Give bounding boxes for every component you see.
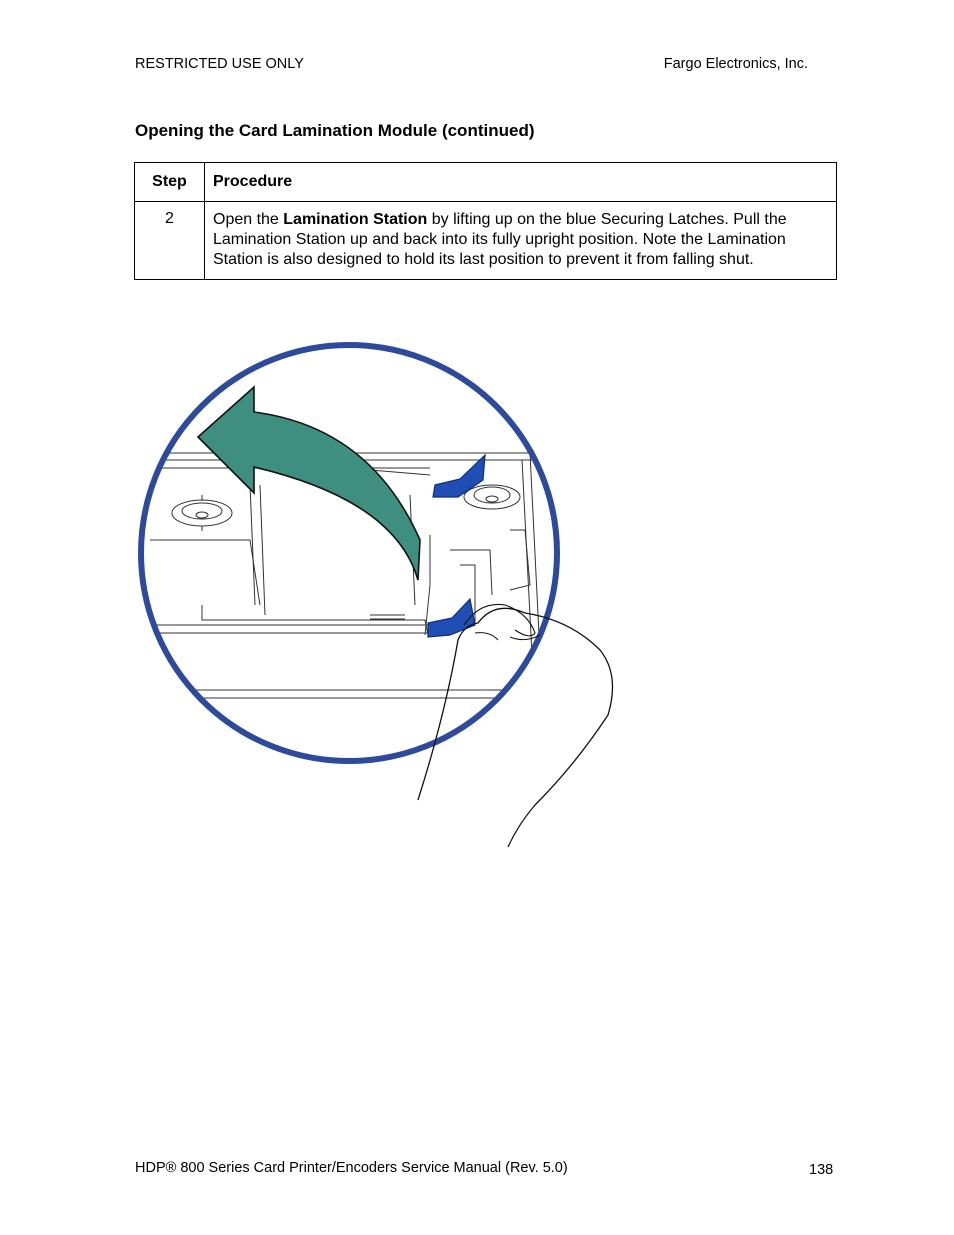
procedure-text-before: Open the [213, 211, 284, 228]
table-row [135, 202, 837, 280]
header-restricted: RESTRICTED USE ONLY [135, 56, 304, 72]
section-title: Opening the Card Lamination Module (continued) [135, 121, 535, 140]
procedure-bold-term: Lamination Station [283, 211, 428, 228]
step-column-header: Step [135, 163, 205, 202]
knob-right-icon [464, 485, 520, 509]
securing-latch-lower-icon [428, 599, 475, 637]
hand-finger-detail-icon [475, 633, 498, 640]
procedure-text [205, 202, 837, 280]
lift-arrow-icon [198, 387, 420, 580]
header-company: Fargo Electronics, Inc. [663, 56, 808, 72]
footer-manual-title: HDP® 800 Series Card Printer/Encoders Service Manual (Rev. 5.0) [135, 1160, 568, 1176]
footer-page-number: 138 [809, 1162, 834, 1178]
lamination-station-illustration [130, 335, 630, 855]
step-number: 2 [135, 202, 205, 280]
procedure-table [134, 162, 837, 280]
knob-left-icon [172, 495, 232, 531]
hand-icon [418, 608, 613, 847]
detail-magnifier-circle [141, 345, 557, 761]
table-header-row [135, 163, 837, 202]
procedure-text-after: by lifting up on the blue Securing Latches. Pull the Lamination Station up and back into its fully upright position. Note the Lamination Station is also designed to hold its last position to prevent it from falling shut. [213, 211, 787, 268]
procedure-column-header: Procedure [205, 163, 837, 202]
